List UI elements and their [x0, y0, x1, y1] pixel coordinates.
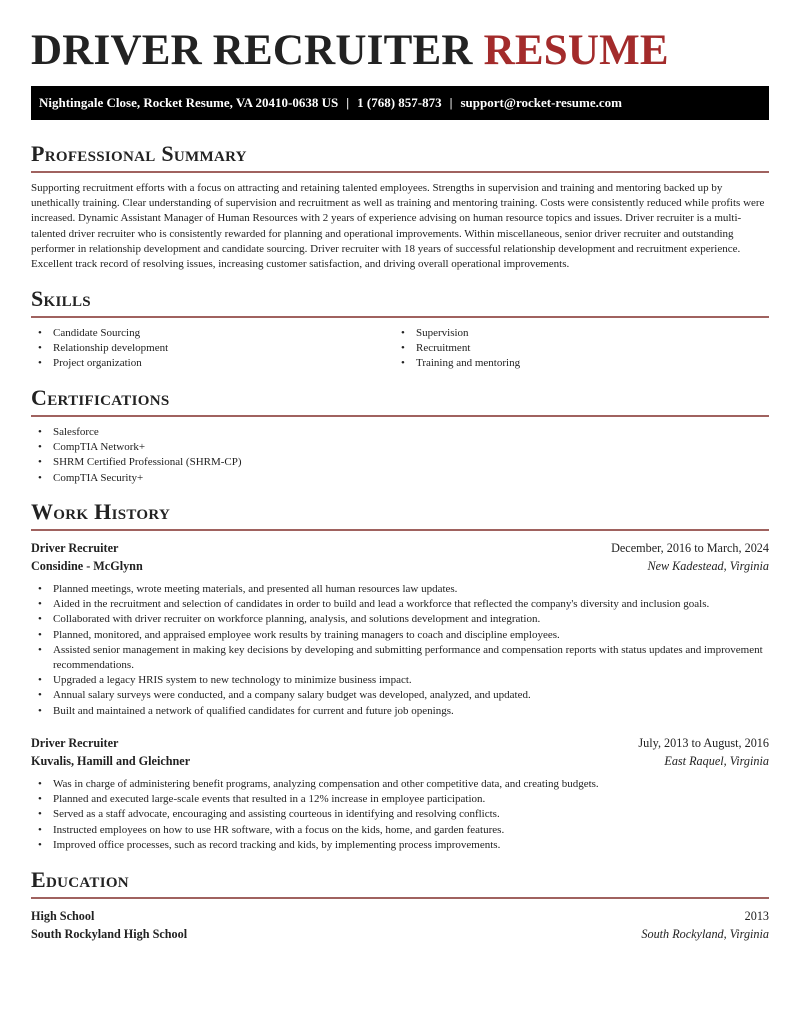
- certification-item: • CompTIA Network+: [31, 440, 242, 455]
- job-bullet: • Assisted senior management in making key decisions by developing and submitting performance and compensation reports with status updates and improvement recommendations.: [31, 643, 769, 673]
- job-bullet: • Built and maintained a network of qualified candidates for current and future job openings.: [31, 704, 769, 719]
- work-history-heading: Work History: [31, 499, 769, 531]
- job-dates: December, 2016 to March, 2024: [611, 541, 769, 555]
- job-bullet: • Planned and executed large-scale events that resulted in a 12% increase in employee participation.: [31, 792, 769, 807]
- job-company: Kuvalis, Hamill and Gleichner: [31, 754, 191, 768]
- education-heading: Education: [31, 867, 769, 899]
- job-title: Driver Recruiter: [31, 541, 119, 555]
- certification-item: • Salesforce: [31, 425, 242, 440]
- job-bullet: • Collaborated with driver recruiter on workforce planning, analysis, and solutions development and integration.: [31, 612, 769, 627]
- skills-list-right: [394, 326, 520, 372]
- job-bullet: • Aided in the recruitment and selection of candidates in order to build and lead a workforce that reflected the company's diversity and inclusion goals.: [31, 597, 769, 612]
- job-responsibilities: [31, 777, 769, 853]
- education-degree-row: [31, 907, 769, 925]
- title-accent: RESUME: [483, 27, 669, 74]
- job-bullet: • Served as a staff advocate, encouraging and assisting courteous in identifying and resolving conflicts.: [31, 807, 769, 822]
- contact-separator: |: [346, 95, 350, 110]
- job-bullet: • Improved office processes, such as record tracking and kids, by implementing process improvements.: [31, 838, 769, 853]
- skill-item: • Training and mentoring: [394, 356, 520, 371]
- job-bullet: • Was in charge of administering benefit programs, analyzing compensation and other competitive data, and creating budgets.: [31, 777, 769, 792]
- resume-title: [31, 26, 669, 76]
- education-school: South Rockyland High School: [31, 927, 188, 941]
- contact-bar: [31, 86, 769, 120]
- education-school-row: [31, 925, 769, 943]
- summary-heading: Professional Summary: [31, 141, 769, 173]
- education-year: 2013: [744, 909, 769, 923]
- job-location: New Kadestead, Virginia: [647, 559, 769, 573]
- job-bullet: • Annual salary surveys were conducted, and a company salary budget was developed, analyzed, and updated.: [31, 688, 769, 703]
- certifications-list: [31, 425, 242, 486]
- job-company-row: [31, 557, 769, 575]
- job-company-row: [31, 752, 769, 770]
- title-main: DRIVER RECRUITER: [31, 27, 473, 74]
- job-company: Considine - McGlynn: [31, 559, 143, 573]
- job-responsibilities: [31, 582, 769, 719]
- job-dates: July, 2013 to August, 2016: [638, 736, 769, 750]
- contact-address: Nightingale Close, Rocket Resume, VA 20410-0638 US: [39, 95, 339, 110]
- contact-phone: 1 (768) 857-873: [357, 95, 442, 110]
- job-bullet: • Planned, monitored, and appraised employee work results by training managers to coach and discipline employees.: [31, 628, 769, 643]
- contact-separator: |: [449, 95, 453, 110]
- job-location: East Raquel, Virginia: [664, 754, 769, 768]
- education-degree: High School: [31, 909, 95, 923]
- job-bullet: • Upgraded a legacy HRIS system to new technology to minimize business impact.: [31, 673, 769, 688]
- job-title-row: [31, 734, 769, 752]
- skill-item: • Project organization: [31, 356, 168, 371]
- job-bullet: • Instructed employees on how to use HR software, with a focus on the kids, home, and garden features.: [31, 823, 769, 838]
- skills-heading: Skills: [31, 286, 769, 318]
- education-location: South Rockyland, Virginia: [641, 927, 769, 941]
- contact-email[interactable]: support@rocket-resume.com: [460, 95, 622, 110]
- certification-item: • CompTIA Security+: [31, 471, 242, 486]
- summary-text: Supporting recruitment efforts with a focus on attracting and retaining talented employees. Strengths in supervision and training and mentoring backed up by unethically training. Clear understanding of supervision and recruitment as well as training and mentoring training. Costs were consistently reduced while profits were increased. Dynamic Assistant Manager of Human Resources with 2 years of experience advising on human resource topics and issues. Driver recruiter is a multi-talented driver recruiter who is consistently rewarded for planning and operational improvements. Within miscellaneous, senior driver recruiter and outstanding performer in relationship development and candidate sourcing. Driver recruiter with 18 years of successful relationship development and recruitment experience. Excellent track record of resolving issues, increasing customer satisfaction, and driving overall operational improvements.: [31, 182, 765, 271]
- job-title: Driver Recruiter: [31, 736, 119, 750]
- certifications-heading: Certifications: [31, 385, 769, 417]
- job-bullet: • Planned meetings, wrote meeting materials, and presented all human resources law updates.: [31, 582, 769, 597]
- skill-item: • Relationship development: [31, 341, 168, 356]
- skills-list-left: [31, 326, 168, 372]
- certification-item: • SHRM Certified Professional (SHRM-CP): [31, 455, 242, 470]
- skill-item: • Recruitment: [394, 341, 520, 356]
- skill-item: • Supervision: [394, 326, 520, 341]
- skill-item: • Candidate Sourcing: [31, 326, 168, 341]
- job-title-row: [31, 539, 769, 557]
